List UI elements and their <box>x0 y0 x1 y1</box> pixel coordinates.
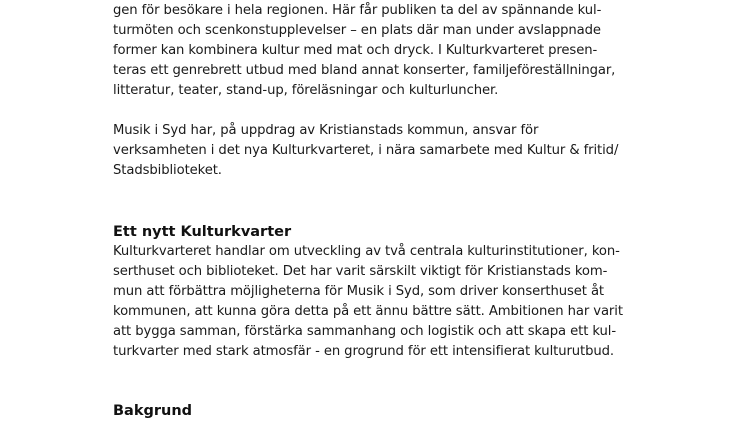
text-line: turmöten och scenkonstupplevelser – en plats där man under avslappnade <box>113 23 601 38</box>
kulturkvarter-paragraph <box>113 242 623 362</box>
section-heading-nytt-kulturkvarter: Ett nytt Kulturkvarter <box>113 224 292 240</box>
text-line: mun att förbättra möjligheterna för Musik i Syd, som driver konserthuset åt <box>113 284 605 299</box>
section-heading-bakgrund: Bakgrund <box>113 403 193 419</box>
text-line: att bygga samman, förstärka sammanhang och logistik och att skapa ett kul- <box>113 324 616 339</box>
text-line: verksamheten i det nya Kulturkvarteret, i nära samarbete med Kultur & fritid/ <box>113 143 619 158</box>
text-line: teras ett genrebrett utbud med bland annat konserter, familjeföreställningar, <box>113 63 616 78</box>
text-line: turkvarter med stark atmosfär - en grogrund för ett intensifierat kulturutbud. <box>113 344 615 359</box>
text-line: Musik i Syd har, på uppdrag av Kristianstads kommun, ansvar för <box>113 123 539 138</box>
text-line: Stadsbiblioteket. <box>113 163 222 178</box>
text-line: litteratur, teater, stand-up, föreläsningar och kulturluncher. <box>113 83 499 98</box>
text-line: gen för besökare i hela regionen. Här får publiken ta del av spännande kul- <box>113 3 602 18</box>
text-line: serthuset och biblioteket. Det har varit särskilt viktigt för Kristianstads kom- <box>113 264 608 279</box>
responsibility-paragraph <box>113 121 618 181</box>
text-line: kommunen, att kunna göra detta på ett ännu bättre sätt. Ambitionen har varit <box>113 304 623 319</box>
intro-paragraph <box>113 1 615 101</box>
text-line: former kan kombinera kultur med mat och dryck. I Kulturkvarteret presen- <box>113 43 598 58</box>
text-line: Kulturkvarteret handlar om utveckling av två centrala kulturinstitutioner, kon- <box>113 244 620 259</box>
